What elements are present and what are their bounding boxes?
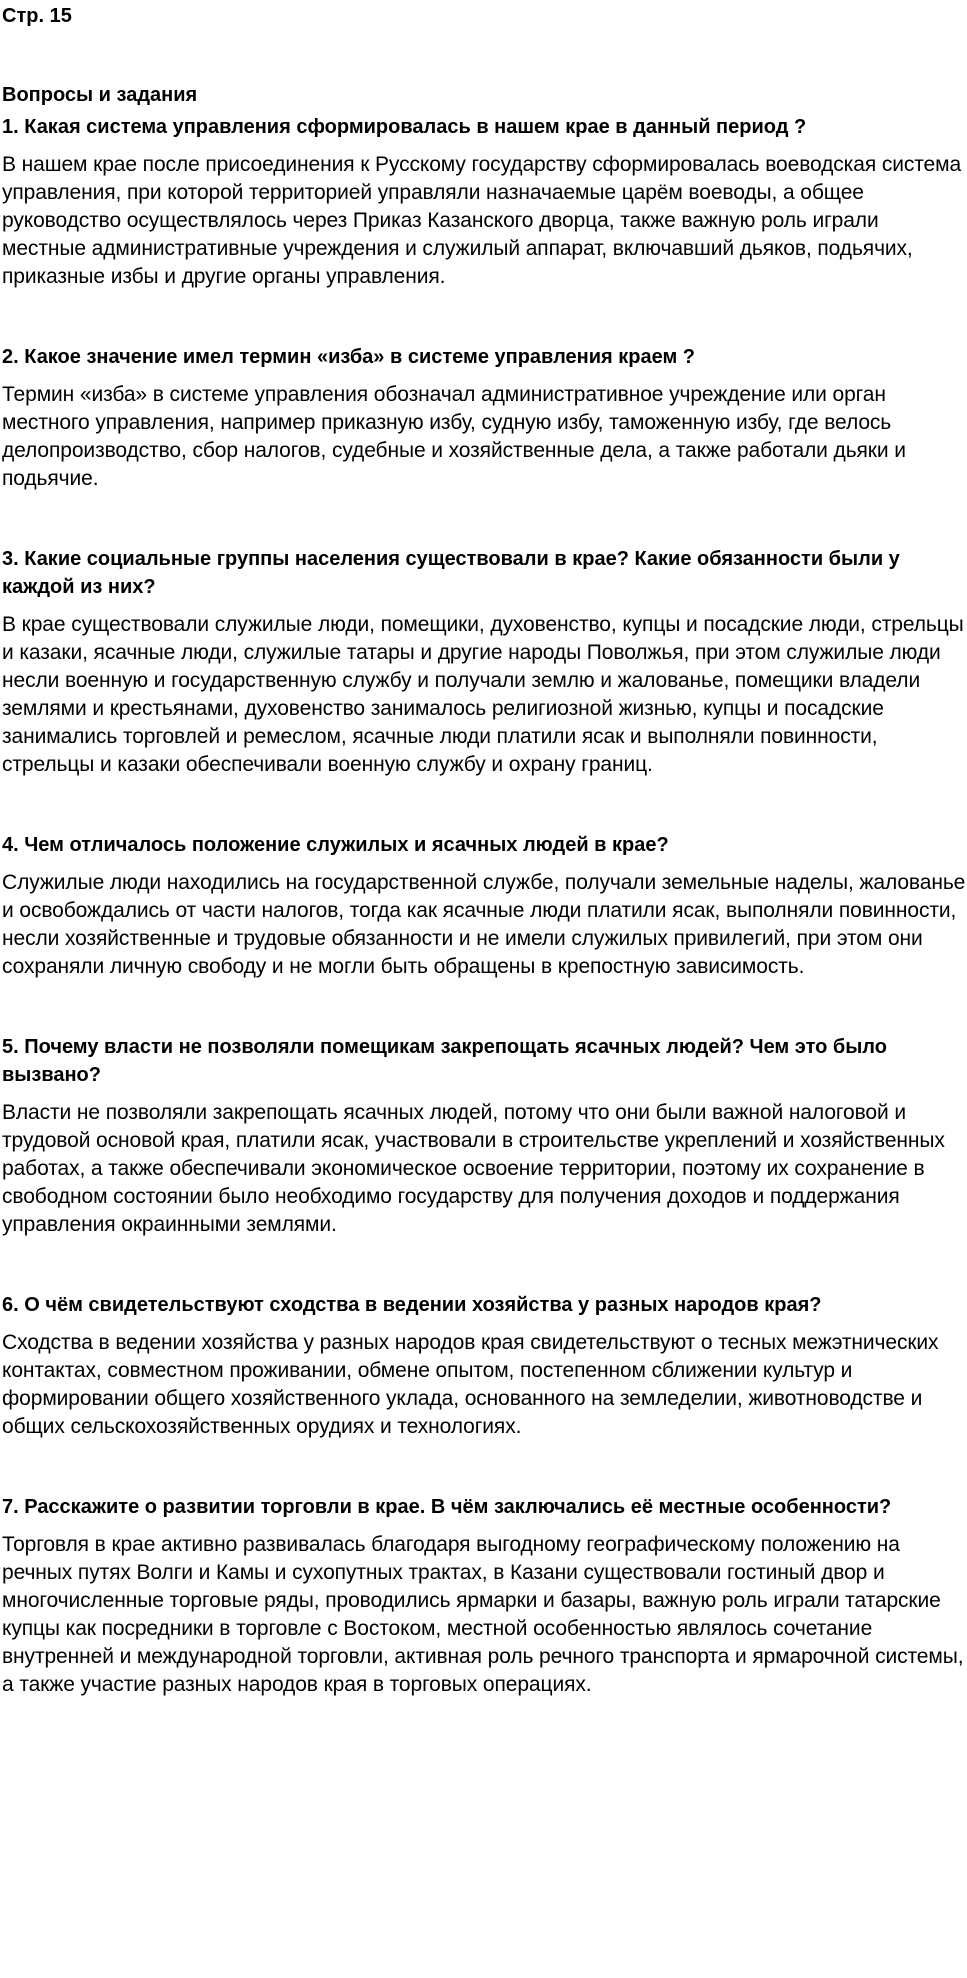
question-1: 1. Какая система управления сформировалась в нашем крае в данный период ? [2,116,807,138]
question-4: 4. Чем отличалось положение служилых и ясачных людей в крае? [2,834,669,856]
qa-item-1 [2,113,967,291]
answer-6: Сходства в ведении хозяйства у разных народов края свидетельствуют о тесных межэтнических контактах, совместном проживании, обмене опытом, постепенном сближении культур и формировании общего хозяйственного уклада, основанного на земледелии, животноводстве и общих сельскохозяйственных орудиях и технологиях. [2,1331,939,1438]
answer-4: Служилые люди находились на государственной службе, получали земельные наделы, жалованье и освобождались от части налогов, тогда как ясачные люди платили ясак, выполняли повинности, несли хозяйственные и трудовые обязанности и не имели служилых привилегий, при этом они сохраняли личную свободу и не могли быть обращены в крепостную зависимость. [2,871,966,978]
qa-item-4 [2,831,967,981]
answer-3: В крае существовали служилые люди, помещики, духовенство, купцы и посадские люди, стрельцы и казаки, ясачные люди, служилые татары и другие народы Поволжья, при этом служилые люди несли военную и государственную службу и получали землю и жалованье, помещики владели землями и крестьянами, духовенство занималось религиозной жизнью, купцы и посадские занимались торговлей и ремеслом, ясачные люди платили ясак и выполняли повинности, стрельцы и казаки обеспечивали военную службу и охрану границ. [2,613,964,776]
qa-item-6 [2,1291,967,1441]
section-title: Вопросы и задания [2,84,198,106]
page-number: Стр. 15 [2,5,72,27]
answer-7: Торговля в крае активно развивалась благодаря выгодному географическому положению на речных путях Волги и Камы и сухопутных трактах, в Казани существовали гостиный двор и многочисленные торговые ряды, проводились ярмарки и базары, важную роль играли татарские купцы как посредники в торговле с Востоком, местной особенностью являлось сочетание внутренней и международной торговли, активная роль речного транспорта и ярмарочной системы, а также участие разных народов края в торговых операциях. [2,1533,964,1696]
question-6: 6. О чём свидетельствуют сходства в ведении хозяйства у разных народов края? [2,1294,822,1316]
question-3: 3. Какие социальные группы населения существовали в крае? Какие обязанности были у каждой из них? [2,548,900,598]
answer-1: В нашем крае после присоединения к Русскому государству сформировалась воеводская система управления, при которой территорией управляли назначаемые царём воеводы, а общее руководство осуществлялось через Приказ Казанского дворца, также важную роль играли местные административные учреждения и служилый аппарат, включавший дьяков, подьячих, приказные избы и другие органы управления. [2,153,962,288]
question-2: 2. Какое значение имел термин «изба» в системе управления краем ? [2,346,696,368]
answer-2: Термин «изба» в системе управления обозначал административное учреждение или орган местного управления, например приказную избу, судную избу, таможенную избу, где велось делопроизводство, сбор налогов, судебные и хозяйственные дела, а также работали дьяки и подьячие. [2,383,906,490]
question-5: 5. Почему власти не позволяли помещикам закрепощать ясачных людей? Чем это было вызвано? [2,1036,887,1086]
answer-5: Власти не позволяли закрепощать ясачных людей, потому что они были важной налоговой и трудовой основой края, платили ясак, участвовали в строительстве укреплений и хозяйственных работах, а также обеспечивали экономическое освоение территории, поэтому их сохранение в свободном состоянии было необходимо государству для получения доходов и поддержания управления окраинными землями. [2,1101,945,1236]
question-7: 7. Расскажите о развитии торговли в крае. В чём заключались её местные особенности? [2,1496,892,1518]
qa-item-5 [2,1033,967,1239]
qa-item-3 [2,545,967,779]
document-page [0,2,967,1978]
qa-item-2 [2,343,967,493]
qa-item-7 [2,1493,967,1699]
